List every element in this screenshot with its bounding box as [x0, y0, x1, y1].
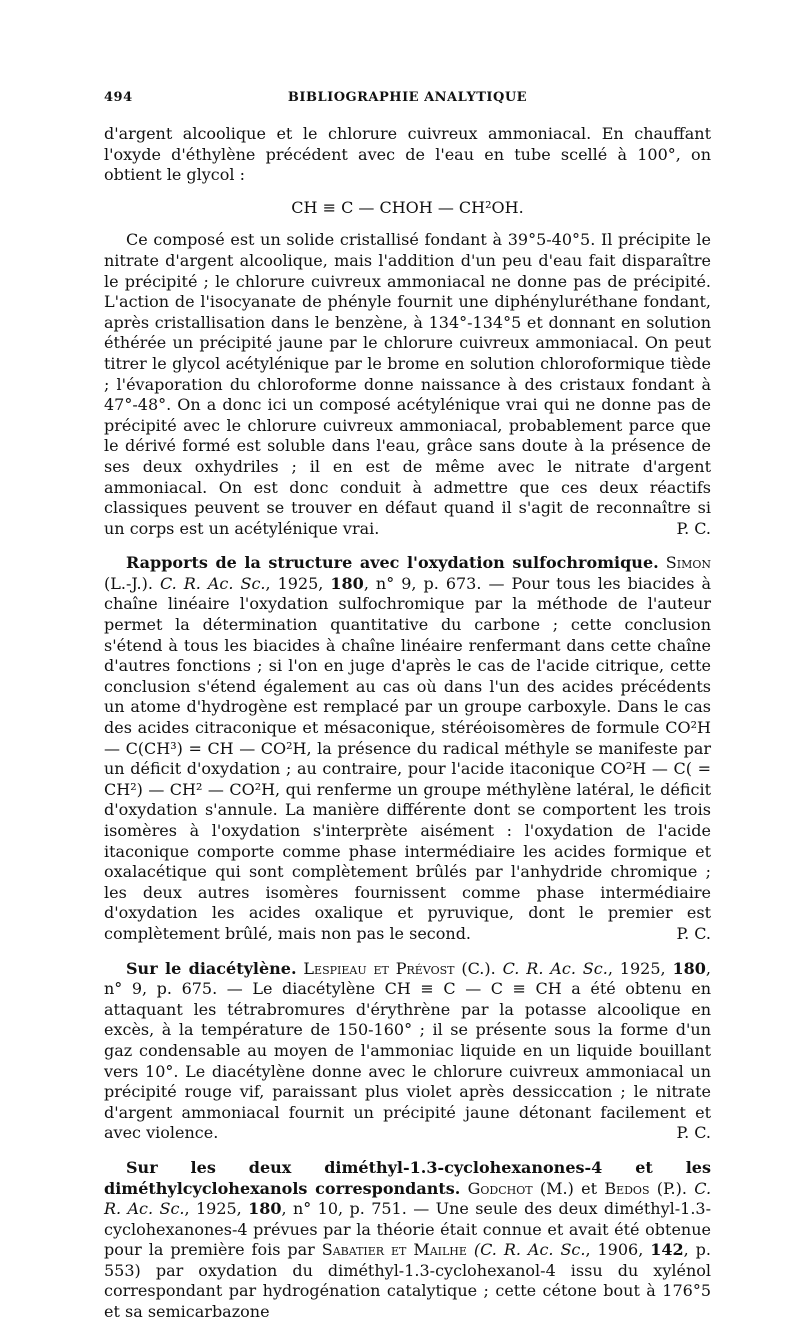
- continuation-text: Ce composé est un solide cristallisé fondant à 39°5-40°5. Il précipite le nitrate d'argent alcoolique, mais l'addition d'un peu d'eau fait disparaître le précipité ; le chlorure cuivreux ammoniacal ne donne pas de précipité. L'action de l'isocyanate de phényle fournit une diphényluréthane fondant, après cristallisation dans le benzène, à 134°-134°5 et donnant en solution éthérée un précipité jaune par le chlorure cuivreux ammoniacal. On peut titrer le glycol acétylénique par le brome en solution chloroformique tiède ; l'évaporation du chloroforme donne naissance à des cristaux fondant à 47°-48°. On a donc ici un composé acétylénique vrai qui ne donne pas de précipité avec le chlorure cuivreux ammoniacal, probablement parce que le dérivé formé est soluble dans l'eau, grâce sans doute à la présence de ses deux oxhydriles ; il en est de même avec le nitrate d'argent ammoniacal. On est donc conduit à admettre que ces deux réactifs classiques peuvent se trouver en défaut quand il s'agit de reconnaître si un corps est un acétylénique vrai.: [104, 230, 711, 538]
- signature: P. C.: [676, 923, 711, 943]
- article-body-post: par oxydation du diméthyl-1.3-cyclohexanol-4 issu du xylénol correspondant par hydrogénation catalytique ; cette cétone bout à 176°5 et sa semicarbazone: [104, 1260, 711, 1322]
- continuation-intro: d'argent alcoolique et le chlorure cuivreux ammoniacal. En chauffant l'oxyde d'éthylène précédent avec de l'eau en tube scellé à 100°, on obtient le glycol :: [104, 124, 711, 185]
- reference-authors: Sabatier et Mailhe: [321, 1240, 467, 1260]
- reference-journal: (C. R. Ac. Sc.: [473, 1240, 586, 1260]
- article-diacetylene: [104, 959, 711, 1144]
- article-volume: 180: [672, 958, 706, 978]
- article-oxydation-sulfochromique: [104, 553, 711, 944]
- running-title: BIBLIOGRAPHIE ANALYTIQUE: [287, 90, 528, 105]
- article-volume: 180: [330, 573, 364, 593]
- signature: P. C.: [676, 1123, 711, 1143]
- article-journal: C. R. Ac. Sc.: [104, 1178, 712, 1219]
- article-author-initials: (L.-J.).: [104, 573, 153, 593]
- article-body: Le diacétylène CH ≡ C — C ≡ CH a été obtenu en attaquant les tétrabromures d'érythrène par la potasse alcoolique en excès, à la température de 150-160° ; il se présente sous la forme d'un gaz condensable au moyen de l'ammoniac liquide en un liquide bouillant vers 10°. Le diacétylène donne avec le chlorure cuivreux ammoniacal un précipité rouge vif, paraissant plus violet après dessiccation ; le nitrate d'argent ammoniacal fournit un précipité jaune détonant facilement et avec violence.: [104, 979, 712, 1143]
- article-volume: 180: [248, 1199, 282, 1219]
- article-author: Godchot: [467, 1178, 533, 1198]
- article-journal: C. R. Ac. Sc.: [502, 958, 608, 978]
- article-title: Rapports de la structure avec l'oxydation sulfochromique.: [126, 553, 659, 573]
- article-title: Sur les deux diméthyl-1.3-cyclohexanones-4 et les diméthylcyclohexanols correspondants.: [104, 1157, 711, 1198]
- article-citation-pre: , 1925,: [265, 573, 331, 593]
- article-body: Pour tous les biacides à chaîne linéaire l'oxydation sulfochromique par la méthode de l'auteur permet la détermination quantitative du carbone ; cette conclusion s'étend à tous les biacides à chaîne linéaire renfermant dans cette chaîne d'autres fonctions ; si l'on en juge d'après le cas de l'acide citrique, cette conclusion s'étend également au cas où dans l'un des acides précédents un atome d'hydrogène est remplacé par un groupe carboxyle. Dans le cas des acides citraconique et mésaconique, stéréoisomères de formule CO²H — C(CH³) = CH — CO²H, la présence du radical méthyle se manifeste par un déficit d'oxydation ; au contraire, pour l'acide itaconique CO²H — C( = CH²) — CH² — CO²H, qui renferme un groupe méthylène latéral, le déficit d'oxydation s'annule. La manière différente dont se comportent les trois isomères à l'oxydation s'interprète aisément : l'oxydation de l'acide itaconique comporte comme phase intermédiaire les acides formique et oxalacétique qui sont complètement brûlés par l'anhydride chromique ; les deux autres isomères fournissent comme phase intermédiaire d'oxydation les acides oxalique et pyruvique, dont le premier est complètement brûlé, mais non pas le second.: [104, 573, 712, 943]
- article-citation-pre: , 1925,: [607, 958, 673, 978]
- article-citation-post: , n° 9, p. 673. —: [363, 573, 512, 593]
- continuation-paragraph: [104, 230, 711, 539]
- article-dimethylcyclohexanones: [104, 1158, 711, 1323]
- page-body: [104, 86, 711, 1323]
- article-author-initials: (C.).: [461, 958, 496, 978]
- article-journal: C. R. Ac. Sc.: [159, 573, 266, 593]
- article-body-pre: Une seule des deux diméthyl-1.3-cyclohexanones-4 prévues par la théorie était connue et avait été obtenue pour la première fois par: [104, 1199, 712, 1260]
- reference-post: , p. 553): [104, 1240, 712, 1280]
- article-title: Sur le diacétylène.: [126, 958, 297, 978]
- article-author: Simon: [665, 553, 712, 573]
- glycol-formula: CH ≡ C — CHOH — CH²OH.: [291, 197, 524, 217]
- article-citation-pre: , 1925,: [184, 1199, 249, 1219]
- article-author-2-initials: (P.).: [656, 1178, 687, 1198]
- article-author-initials: (M.) et: [539, 1178, 598, 1198]
- running-head: [104, 86, 711, 110]
- reference-volume: 142: [650, 1240, 684, 1260]
- article-citation-post: , n° 10, p. 751. —: [281, 1199, 436, 1219]
- reference-pre: , 1906,: [585, 1240, 651, 1260]
- signature: P. C.: [676, 518, 711, 538]
- page-number: 494: [104, 90, 133, 105]
- article-author-2: Bedos: [604, 1178, 650, 1198]
- article-author: Lespieau et Prévost: [303, 958, 455, 978]
- article-citation-post: , n° 9, p. 675. —: [104, 958, 711, 999]
